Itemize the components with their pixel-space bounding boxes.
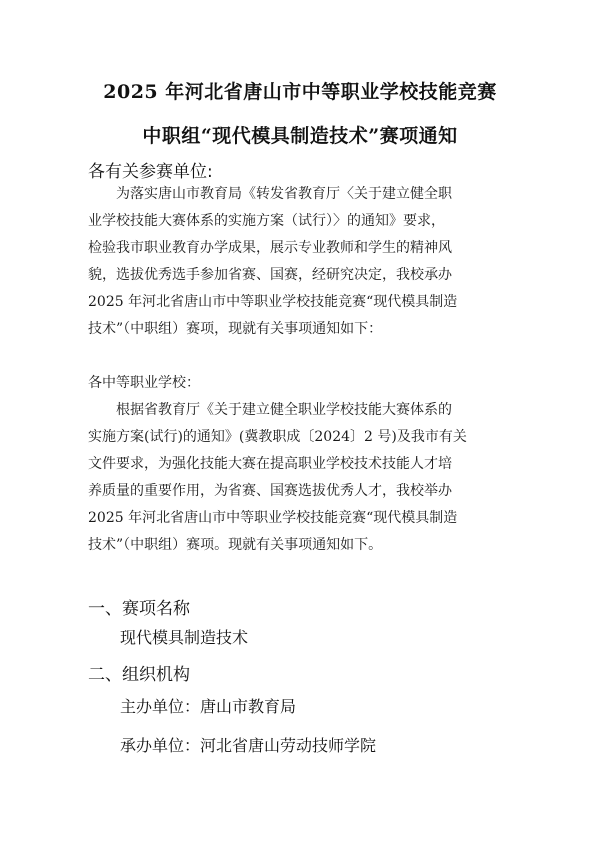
organizer-unit: 承办单位：河北省唐山劳动技师学院 bbox=[120, 736, 377, 755]
host-unit: 主办单位：唐山市教育局 bbox=[120, 697, 297, 716]
salutation: 各有关参赛单位: bbox=[88, 162, 213, 182]
paragraph-2-line: 实施方案(试行)的通知》(冀教职成〔2024〕2 号)及我市有关 bbox=[88, 429, 467, 445]
paragraph-1-line: 检验我市职业教育办学成果，展示专业教师和学生的精神风 bbox=[88, 240, 452, 256]
addressee: 各中等职业学校： bbox=[88, 375, 200, 391]
document-title-line-2: 中职组“现代模具制造技术”赛项通知 bbox=[142, 125, 458, 147]
paragraph-1-line: 貌，选拔优秀选手参加省赛、国赛，经研究决定，我校承办 bbox=[88, 267, 452, 283]
section-heading-organization: 二、组织机构 bbox=[88, 665, 190, 685]
paragraph-2-line: 根据省教育厅《关于建立健全职业学校技能大赛体系的 bbox=[116, 402, 452, 418]
section-heading-event-name: 一、赛项名称 bbox=[88, 599, 190, 619]
paragraph-1-line: 2025 年河北省唐山市中等职业学校技能竞赛“现代模具制造 bbox=[88, 294, 458, 310]
paragraph-1-line: 业学校技能大赛体系的实施方案（试行）〉的通知》要求， bbox=[88, 213, 445, 229]
paragraph-2-line: 技术”（中职组）赛项。现就有关事项通知如下。 bbox=[88, 537, 383, 553]
paragraph-1-line: 技术”（中职组）赛项，现就有关事项通知如下： bbox=[88, 321, 383, 337]
paragraph-2-line: 2025 年河北省唐山市中等职业学校技能竞赛“现代模具制造 bbox=[88, 510, 458, 526]
paragraph-1-line: 为落实唐山市教育局《转发省教育厅〈关于建立健全职 bbox=[116, 186, 452, 202]
paragraph-2-line: 文件要求，为强化技能大赛在提高职业学校技术技能人才培 bbox=[88, 456, 452, 472]
document-title-line-1: 2025 年河北省唐山市中等职业学校技能竞赛 bbox=[103, 81, 497, 103]
paragraph-1 bbox=[88, 181, 457, 343]
paragraph-2 bbox=[88, 397, 467, 559]
event-name: 现代模具制造技术 bbox=[120, 628, 249, 647]
paragraph-2-line: 养质量的重要作用，为省赛、国赛选拔优秀人才，我校举办 bbox=[88, 483, 452, 499]
